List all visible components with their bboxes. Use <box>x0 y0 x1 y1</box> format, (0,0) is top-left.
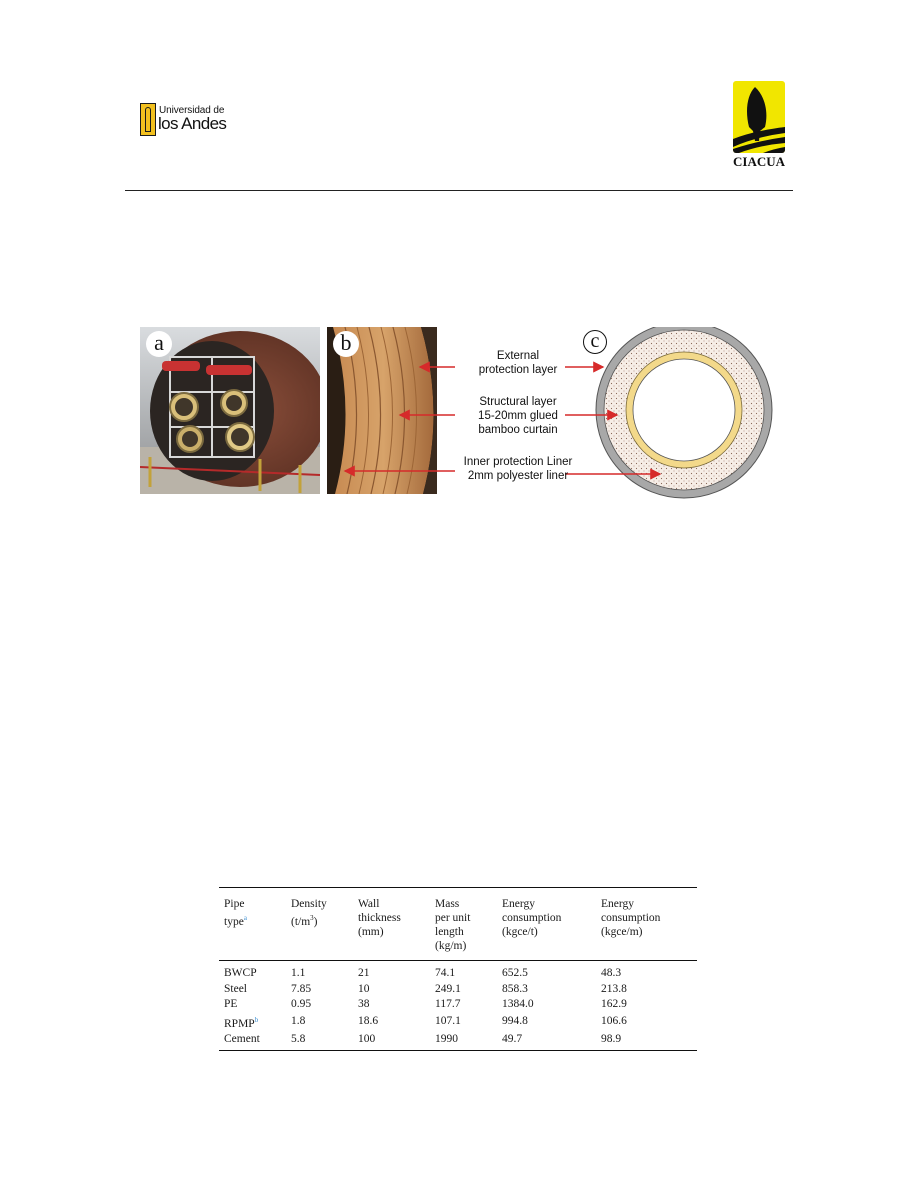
panel-c-label: c <box>583 330 607 354</box>
pipe-comparison-table <box>219 887 697 1051</box>
table-row: Steel 7.85 10 249.1 858.3 213.8 <box>224 982 627 995</box>
col-header-mass: Mass per unit length (kg/m) <box>435 898 471 952</box>
logo-line-2: los Andes <box>158 114 227 133</box>
table-header-row <box>219 888 697 961</box>
external-layer-line-1: External <box>496 350 540 362</box>
header-divider <box>125 190 793 191</box>
footnote-marker: a <box>243 914 247 922</box>
universidad-de-los-andes-logo <box>140 103 230 137</box>
ciacua-logo <box>733 81 785 171</box>
table-row: RPMP$^b$ 1.8 18.6 107.1 994.8 106.6 <box>224 1015 627 1030</box>
panel-b-label: b <box>333 331 359 357</box>
col-header-energy-per-ton: Energy consumption (kgce/t) <box>502 898 562 938</box>
col-header-pipe-type: Pipe type$^a$ <box>224 898 247 928</box>
table-row: Cement 5.8 100 1990 49.7 98.9 <box>219 1032 697 1051</box>
ciacua-logo-label: CIACUA <box>733 154 785 169</box>
ciacua-emblem-icon <box>733 81 785 153</box>
structural-layer-line-3: bamboo curtain <box>478 424 558 436</box>
col-header-density: Density $(t/m^3)$ <box>291 898 327 928</box>
inner-liner-line-1: Inner protection Liner <box>463 456 573 468</box>
external-layer-label <box>468 349 568 377</box>
uniandes-emblem-icon <box>140 103 156 136</box>
pipe-structure-figure <box>140 327 790 507</box>
inner-liner-line-2: 2mm polyester liner <box>467 470 569 482</box>
col-header-wall-thickness: Wall thickness (mm) <box>358 898 401 938</box>
structural-layer-label <box>468 395 568 437</box>
col-header-energy-per-meter: Energy consumption (kgce/m) <box>601 898 661 938</box>
table-row: BWCP 1.1 21 74.1 652.5 48.3 <box>224 967 622 979</box>
external-layer-line-2: protection layer <box>478 364 558 376</box>
inner-liner-label <box>458 455 578 483</box>
panel-a-label: a <box>146 331 172 357</box>
logo-line-1: Universidad de <box>159 105 225 116</box>
structural-layer-line-1: Structural layer <box>479 396 557 408</box>
table-row: PE 0.95 38 117.7 1384.0 162.9 <box>224 998 627 1010</box>
footnote-marker: b <box>254 1015 259 1024</box>
structural-layer-line-2: 15-20mm glued <box>478 410 558 422</box>
